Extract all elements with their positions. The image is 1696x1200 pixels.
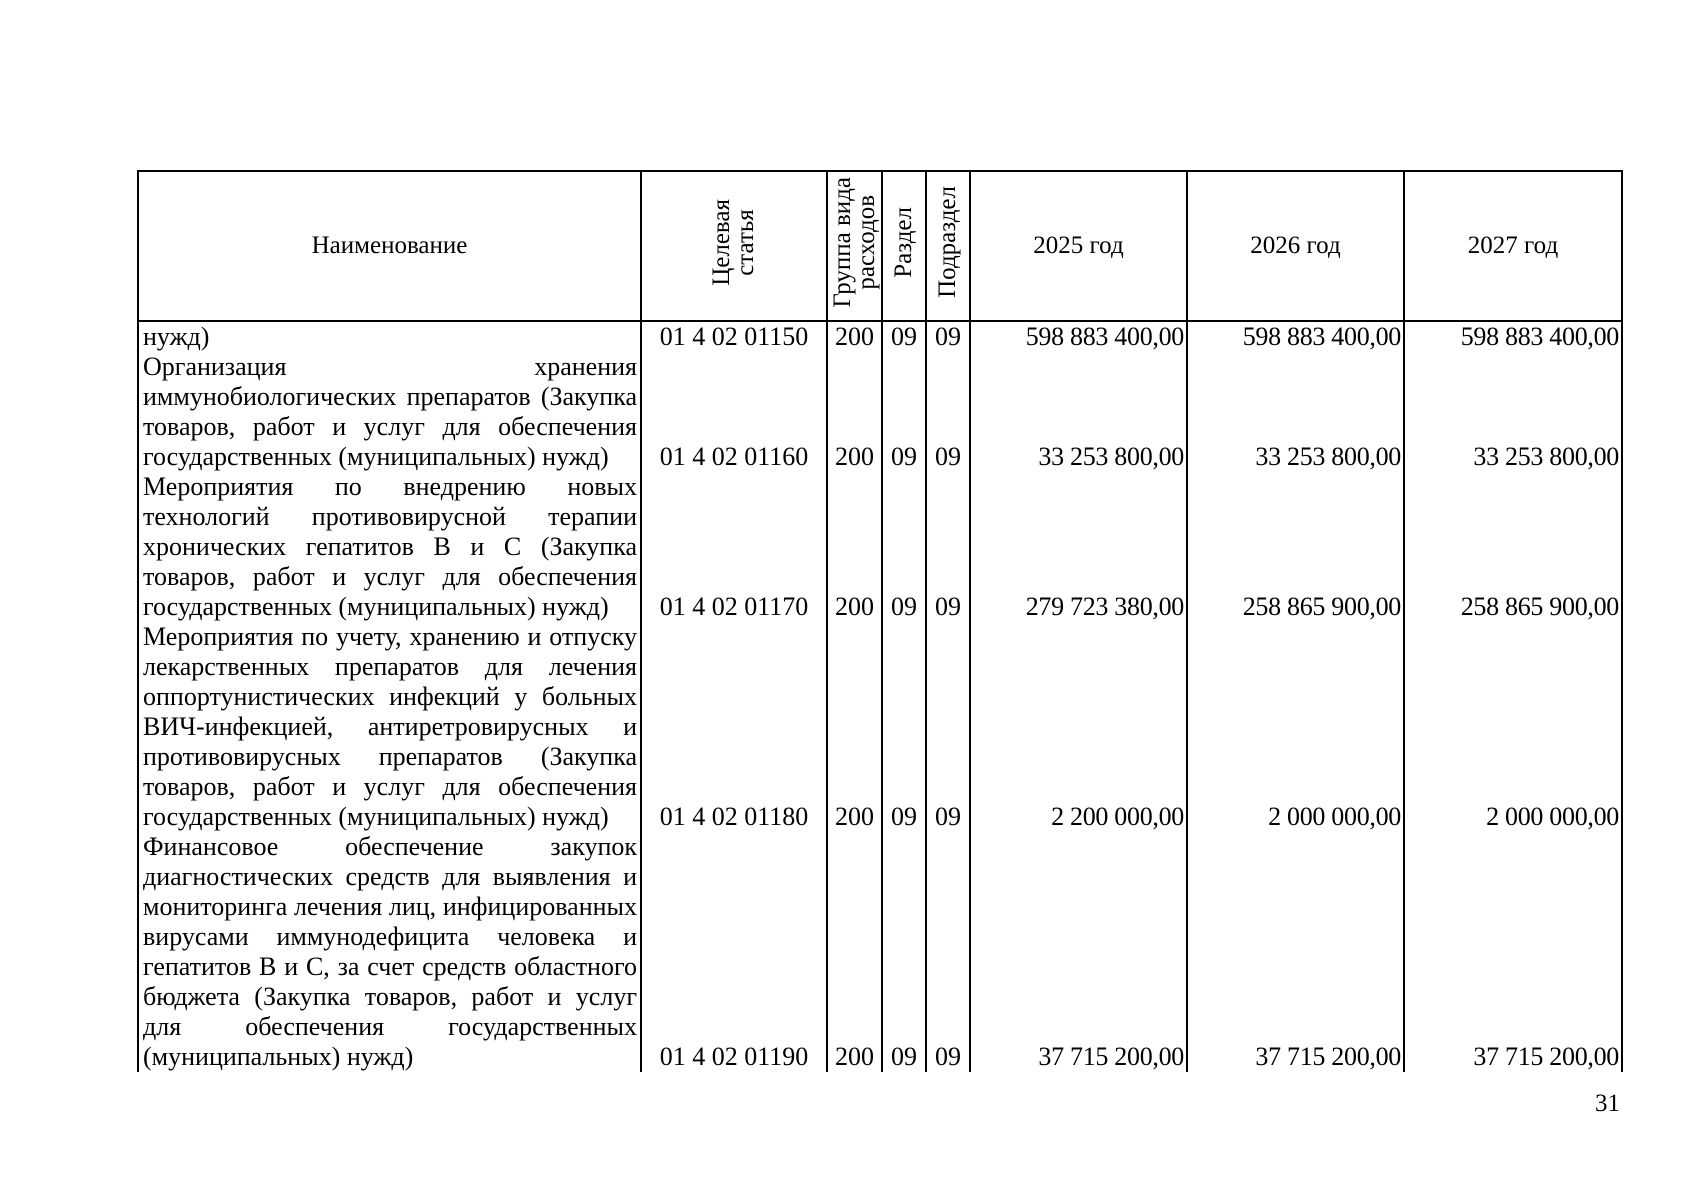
row-article: 01 4 02 01180 xyxy=(641,622,827,832)
row-2025: 33 253 800,00 xyxy=(970,352,1187,472)
header-subsection xyxy=(926,171,970,321)
table-row xyxy=(138,352,1622,472)
row-name: нужд) xyxy=(138,321,641,352)
row-2027: 258 865 900,00 xyxy=(1404,472,1622,622)
row-article: 01 4 02 01170 xyxy=(641,472,827,622)
row-name: Мероприятия по внедрению новых технологий противовирусной терапии хронических гепатитов В и С (Закупка товаров, работ и услуг для обеспечения государственных (муниципальных) нужд) xyxy=(138,472,641,622)
header-2026-label: 2026 год xyxy=(1250,232,1341,259)
row-2027: 33 253 800,00 xyxy=(1404,352,1622,472)
header-2025-label: 2025 год xyxy=(1033,232,1124,259)
row-2027: 2 000 000,00 xyxy=(1404,622,1622,832)
row-group: 200 xyxy=(827,321,882,352)
row-2026: 37 715 200,00 xyxy=(1187,832,1404,1072)
row-section: 09 xyxy=(882,832,926,1072)
row-name: Финансовое обеспечение закупок диагностических средств для выявления и мониторинга лечения лиц, инфицированных вирусами иммунодефицита человека и гепатитов В и С, за счет средств областного бюджета (Закупка товаров, работ и услуг для обеспечения государственных (муниципальных) нужд) xyxy=(138,832,641,1072)
row-section: 09 xyxy=(882,321,926,352)
row-2027: 598 883 400,00 xyxy=(1404,321,1622,352)
header-2027-label: 2027 год xyxy=(1467,232,1559,259)
row-name: Организация хранения иммунобиологических препаратов (Закупка товаров, работ и услуг для обеспечения государственных (муниципальных) нужд) xyxy=(138,352,641,472)
header-name xyxy=(138,171,641,321)
row-section: 09 xyxy=(882,622,926,832)
header-article-label xyxy=(710,199,758,286)
header-article-line2: статья xyxy=(732,208,759,276)
row-article: 01 4 02 01150 xyxy=(641,321,827,352)
header-2025 xyxy=(970,171,1187,321)
row-subsection: 09 xyxy=(926,472,970,622)
budget-table xyxy=(137,170,1623,1072)
header-group-label xyxy=(828,176,880,308)
table-header-row xyxy=(138,171,1622,321)
header-name-label: Наименование xyxy=(311,232,468,259)
row-section: 09 xyxy=(882,472,926,622)
row-subsection: 09 xyxy=(926,352,970,472)
row-2026: 2 000 000,00 xyxy=(1187,622,1404,832)
header-group-line2: расходов xyxy=(852,194,880,290)
header-2026 xyxy=(1187,171,1404,321)
row-article: 01 4 02 01160 xyxy=(641,352,827,472)
table-row xyxy=(138,321,1622,352)
row-group: 200 xyxy=(827,472,882,622)
row-2026: 258 865 900,00 xyxy=(1187,472,1404,622)
row-2026: 598 883 400,00 xyxy=(1187,321,1404,352)
row-2025: 598 883 400,00 xyxy=(970,321,1187,352)
header-group-line1: Группа вида xyxy=(828,176,856,308)
row-subsection: 09 xyxy=(926,832,970,1072)
header-section xyxy=(882,171,926,321)
page-number: 31 xyxy=(1595,1090,1620,1117)
header-group xyxy=(827,171,882,321)
header-2027 xyxy=(1404,171,1622,321)
header-subsection-label: Подраздел xyxy=(934,186,961,298)
header-section-label: Раздел xyxy=(890,206,917,278)
row-2025: 279 723 380,00 xyxy=(970,472,1187,622)
table-row xyxy=(138,622,1622,832)
row-2027: 37 715 200,00 xyxy=(1404,832,1622,1072)
row-group: 200 xyxy=(827,622,882,832)
row-article: 01 4 02 01190 xyxy=(641,832,827,1072)
row-section: 09 xyxy=(882,352,926,472)
row-2026: 33 253 800,00 xyxy=(1187,352,1404,472)
table-row xyxy=(138,472,1622,622)
row-subsection: 09 xyxy=(926,321,970,352)
row-2025: 2 200 000,00 xyxy=(970,622,1187,832)
table-row xyxy=(138,832,1622,1072)
header-article xyxy=(641,171,827,321)
row-name: Мероприятия по учету, хранению и отпуску лекарственных препаратов для лечения оппортунистических инфекций у больных ВИЧ-инфекцией, антиретровирусных и противовирусных препаратов (Закупка товаров, работ и услуг для обеспечения государственных (муниципальных) нужд) xyxy=(138,622,641,832)
row-group: 200 xyxy=(827,352,882,472)
row-group: 200 xyxy=(827,832,882,1072)
header-article-line1: Целевая xyxy=(708,198,735,286)
row-subsection: 09 xyxy=(926,622,970,832)
row-2025: 37 715 200,00 xyxy=(970,832,1187,1072)
